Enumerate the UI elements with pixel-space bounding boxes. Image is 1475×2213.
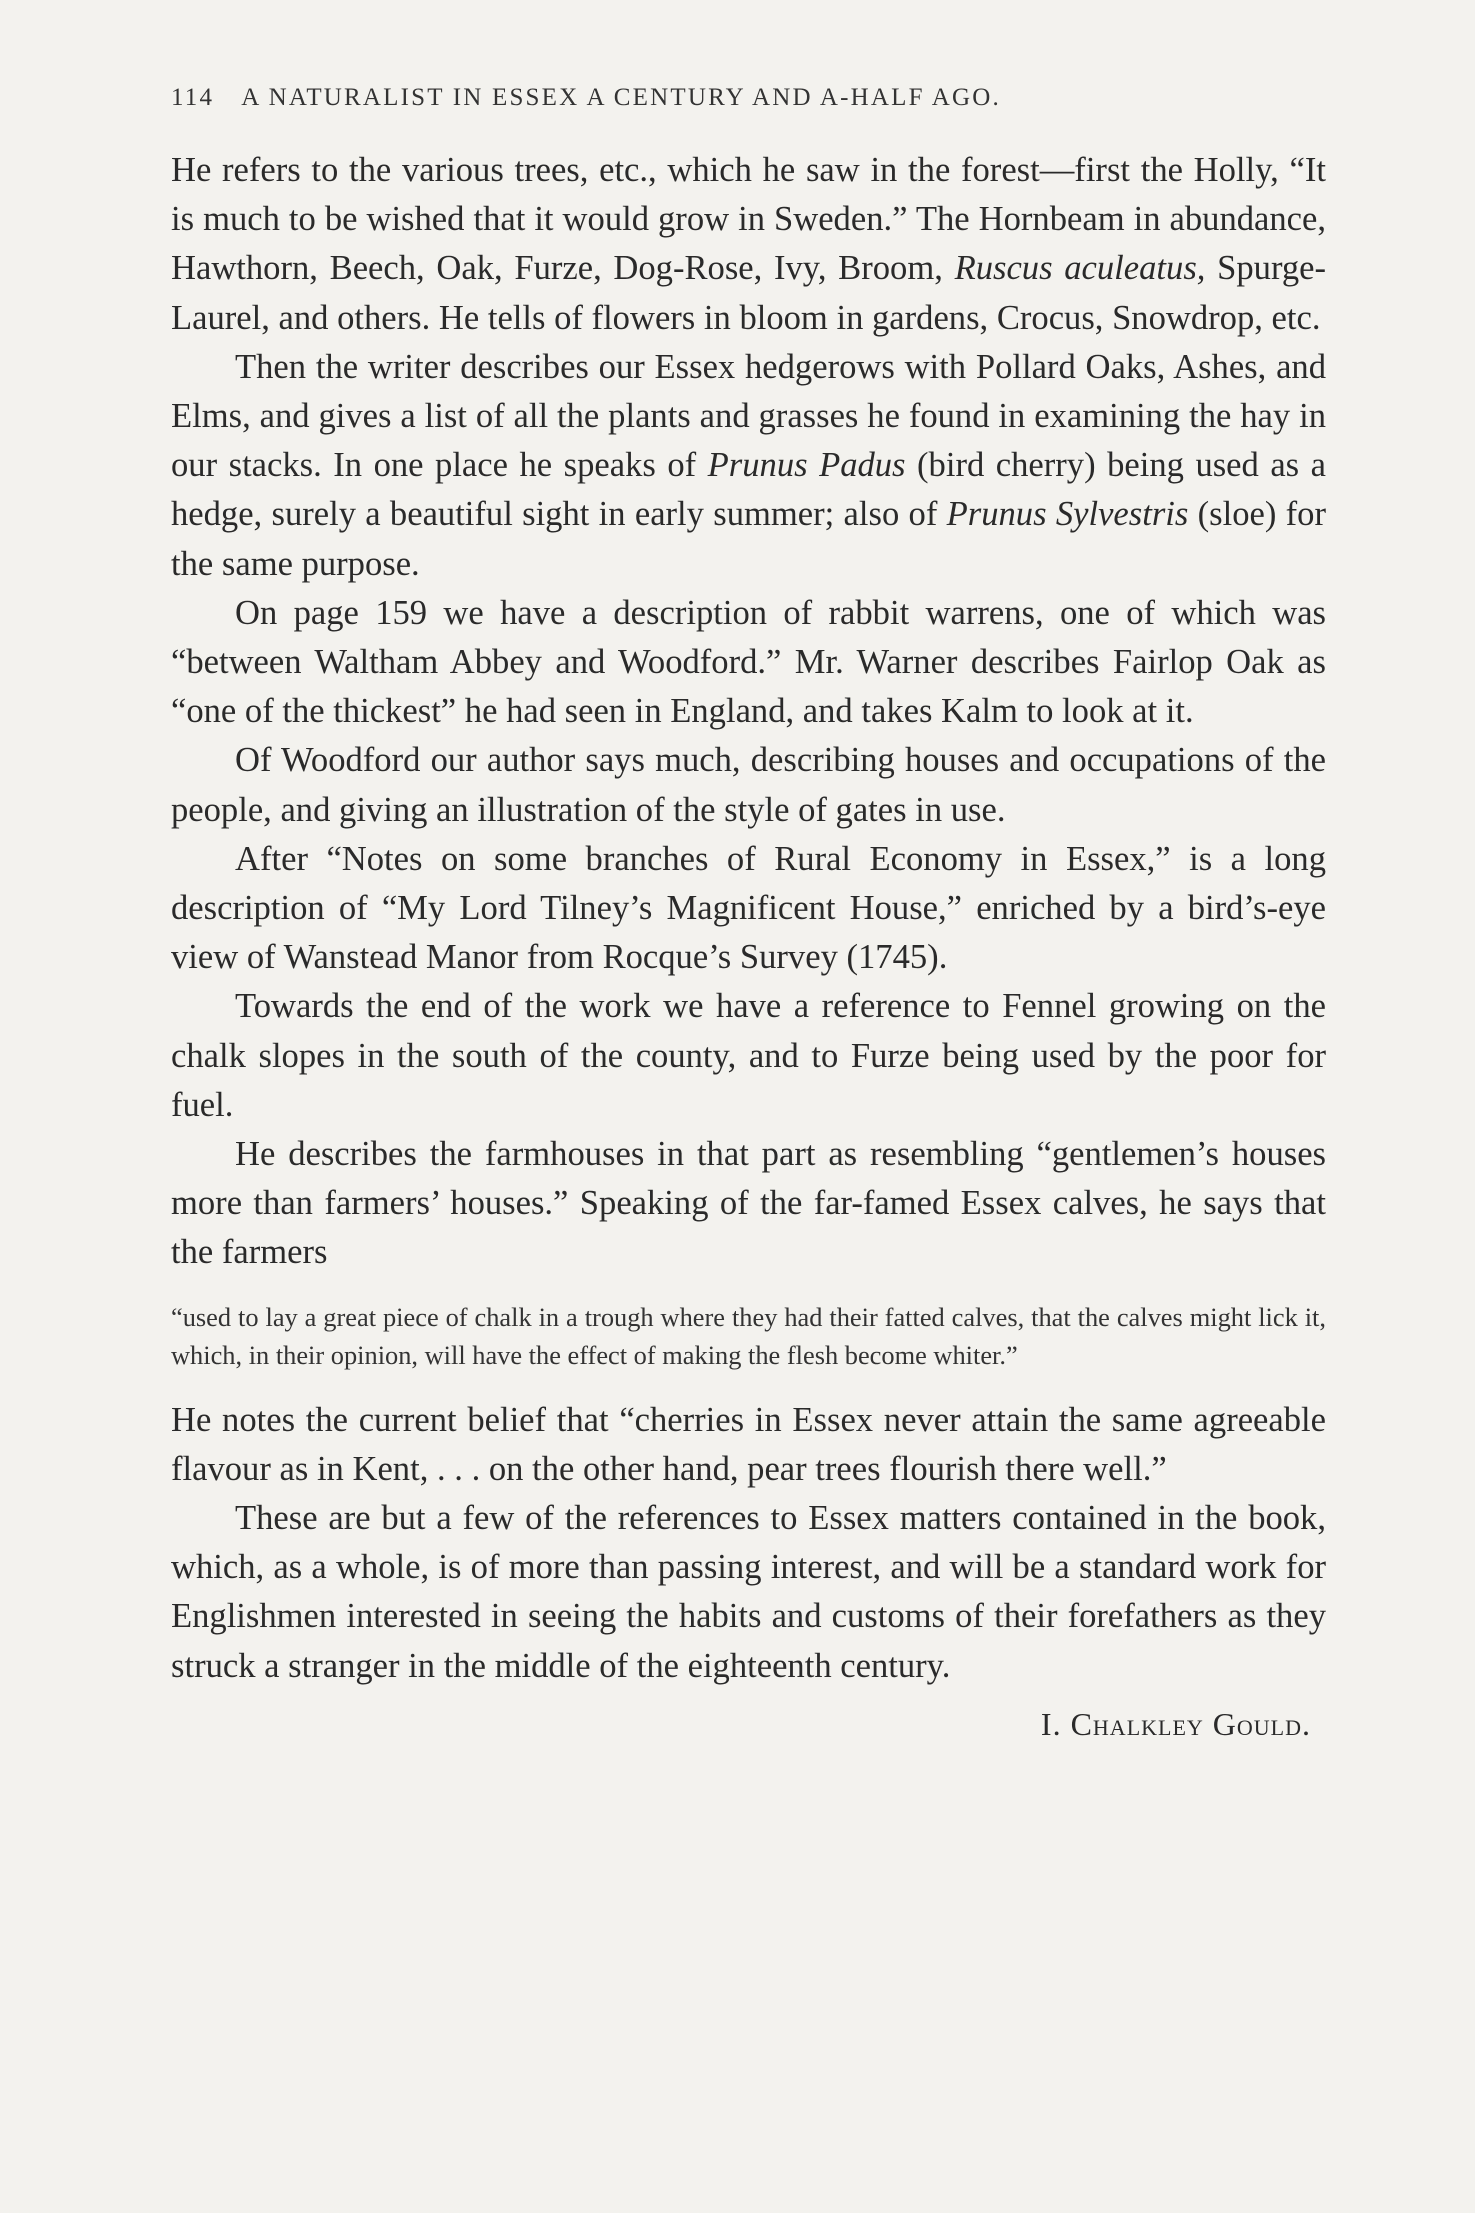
running-header <box>171 78 1326 118</box>
paragraph-4: Of Woodford our author says much, describing houses and occupations of the people, and giving an illustration of the style of gates in use. <box>171 741 1326 829</box>
signature-name: Chalkley Gould. <box>1070 1705 1311 1742</box>
paragraph-9: These are but a few of the references to Essex matters contained in the book, which, as a whole, is of more than passing interest, and will be a standard work for Englishmen interested in seeing the habits and customs of their forefathers as they struck a stranger in the middle of the eighteenth century. <box>171 1499 1326 1685</box>
paragraph-6: Towards the end of the work we have a reference to Fennel growing on the chalk slopes in the south of the county, and to Furze being used by the poor for fuel. <box>171 987 1326 1124</box>
paragraph-1 <box>171 146 1326 343</box>
page-number: 114 <box>171 84 215 111</box>
signature-initial: I. <box>1040 1705 1062 1742</box>
block-quote: “used to lay a great piece of chalk in a trough where they had their fatted calves, that the calves might lick it, which, in their opinion, will have the effect of making the flesh become whiter.” <box>171 1301 1326 1370</box>
paragraph-1-text-b: Spurge-Laurel, and others. He tells of flowers in bloom in gardens, Crocus, Snowdrop, etc. <box>171 249 1326 337</box>
book-page <box>171 78 1326 1747</box>
body-text <box>171 146 1326 1691</box>
paragraph-1-text-a: He refers to the various trees, etc., which he saw in the forest—first the Holly, “It is much to be wished that it would grow in Sweden.” The Hornbeam in abundance, Hawthorn, Beech, Oak, Furze, Dog-Rose, Ivy, Broom, <box>171 151 1326 288</box>
paragraph-2-text-c: (sloe) for the same purpose. <box>171 495 1326 583</box>
paragraph-8: He notes the current belief that “cherries in Essex never attain the same agreeable flavour as in Kent, . . . on the other hand, pear trees flourish there well.” <box>171 1400 1326 1488</box>
paragraph-5: After “Notes on some branches of Rural Economy in Essex,” is a long description of “My Lord Tilney’s Magnificent House,” enriched by a bird’s-eye view of Wanstead Manor from Rocque’s Survey (1745). <box>171 839 1326 977</box>
species-name-prunus-sylvestris: Prunus Sylvestris <box>946 495 1189 534</box>
paragraph-2-text-b: (bird cherry) being used as a hedge, surely a beautiful sight in early summer; also of <box>171 446 1326 534</box>
paragraph-2 <box>171 343 1326 589</box>
species-name-ruscus: Ruscus aculeatus, <box>954 249 1206 288</box>
paragraph-7: He describes the farmhouses in that part as resembling “gentlemen’s houses more than farmers’ houses.” Speaking of the far-famed Essex calves, he says that the farmers <box>171 1135 1326 1272</box>
paragraph-3: On page 159 we have a description of rabbit warrens, one of which was “between Waltham Abbey and Woodford.” Mr. Warner describes Fairlop Oak as “one of the thickest” he had seen in England, and takes Kalm to look at it. <box>171 593 1326 731</box>
paragraph-2-text-a: Then the writer describes our Essex hedgerows with Pollard Oaks, Ashes, and Elms, and gives a list of all the plants and grasses he found in examining the hay in our stacks. In one place he speaks of <box>171 347 1326 485</box>
author-signature <box>171 1701 1326 1747</box>
species-name-prunus-padus: Prunus Padus <box>707 446 906 485</box>
running-title: A NATURALIST IN ESSEX A CENTURY AND A-HALF AGO. <box>241 84 1001 111</box>
